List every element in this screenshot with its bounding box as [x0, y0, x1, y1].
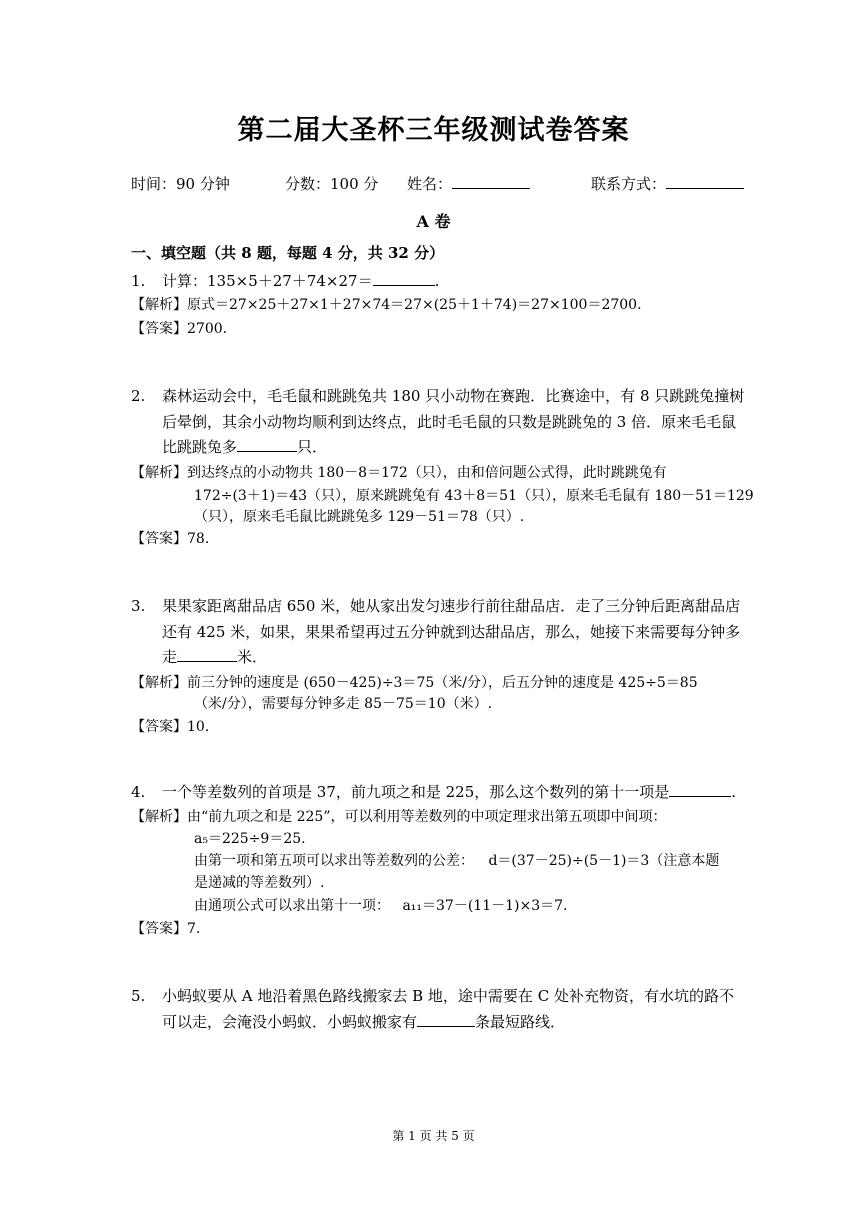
solution-line-4: 是递减的等差数列）.	[194, 875, 325, 891]
question-text: 一个等差数列的首项是 37，前九项之和是 225，那么这个数列的第十一项是	[162, 783, 670, 801]
question-text-line-3: 走 米．	[162, 648, 268, 666]
contact-label: 联系方式：	[591, 175, 667, 193]
page-footer: 第 1 页 共 5 页	[392, 1129, 475, 1143]
answer-text: 78.	[187, 531, 210, 547]
question-number: 4.	[131, 783, 146, 801]
answer-3	[131, 716, 209, 736]
solution-1	[131, 294, 642, 314]
solution-line-2: （米/分），需要每分钟多走 85－75＝10（米）.	[194, 696, 493, 712]
answer-blank	[237, 437, 297, 452]
answer-text: 7.	[187, 921, 201, 937]
section-heading: 一、填空题（共 8 题，每题 4 分，共 32 分）	[131, 244, 445, 262]
answer-tag: 【答案】	[131, 321, 187, 337]
solution-line-3: （只），原来毛毛鼠比跳跳兔多 129－51＝78（只）.	[194, 509, 525, 525]
question-text-line-1: 小蚂蚁要从 A 地沿着黑色路线搬家去 B 地，途中需要在 C 处补充物资，有水坑的路不	[162, 987, 734, 1005]
answer-2	[131, 528, 209, 548]
question-number: 5.	[131, 987, 146, 1005]
solution-line-5: 由通项公式可以求出第十一项： a₁₁＝37－(11－1)×3＝7.	[194, 898, 568, 914]
solution-line-3: 由第一项和第五项可以求出等差数列的公差： d＝(37－25)÷(5－1)＝3（注意本题	[194, 853, 720, 869]
solution-line-2: 172÷(3＋1)＝43（只），原来跳跳兔有 43＋8＝51（只），原来毛毛鼠有 180－51＝129	[194, 488, 754, 504]
question-text-line-2: 后晕倒，其余小动物均顺利到达终点，此时毛毛鼠的只数是跳跳兔的 3 倍．原来毛毛鼠	[162, 413, 737, 431]
solution-line-1: 前三分钟的速度是 (650－425)÷3＝75（米/分），后五分钟的速度是 425÷5＝85	[187, 675, 698, 691]
question-number: 3.	[131, 597, 146, 615]
answer-tag: 【答案】	[131, 719, 187, 735]
contact-field	[591, 173, 744, 194]
page-title: 第二届大圣杯三年级测试卷答案	[237, 115, 630, 146]
answer-blank	[177, 647, 237, 662]
question-text-line-2: 还有 425 米，如果，果果希望再过五分钟就到达甜品店，那么，她接下来需要每分钟多	[162, 623, 741, 641]
name-blank	[452, 174, 530, 189]
question-text-line-1: 果果家距离甜品店 650 米，她从家出发匀速步行前往甜品店．走了三分钟后距离甜品店	[162, 597, 741, 615]
question-5	[131, 985, 734, 1006]
time-info: 时间：90 分钟	[131, 175, 230, 193]
answer-text: 10.	[187, 719, 210, 735]
contact-blank	[666, 174, 744, 189]
question-3	[131, 595, 740, 616]
solution-tag: 【解析】	[131, 465, 187, 481]
question-text-line-3: 比跳跳兔多 只．	[162, 438, 328, 456]
solution-tag: 【解析】	[131, 297, 187, 313]
question-2	[131, 385, 744, 406]
solution-tag: 【解析】	[131, 675, 187, 691]
answer-blank	[417, 1012, 475, 1027]
answer-blank	[373, 271, 435, 286]
solution-line-1: 由“前九项之和是 225”，可以利用等差数列的中项定理求出第五项即中间项：	[187, 809, 667, 825]
name-label: 姓名：	[407, 175, 453, 193]
question-number: 2.	[131, 387, 146, 405]
question-4: 4. 一个等差数列的首项是 37，前九项之和是 225，那么这个数列的第十一项是 .	[131, 783, 737, 801]
solution-line-2: a₅＝225÷9＝25.	[194, 831, 306, 847]
question-1: 1. 计算：135×5＋27＋74×27＝ .	[131, 272, 440, 290]
volume-heading: A 卷	[416, 212, 451, 231]
solution-text: 原式＝27×25＋27×1＋27×74＝27×(25＋1＋74)＝27×100＝2700.	[187, 297, 642, 313]
answer-1	[131, 318, 227, 338]
answer-tag: 【答案】	[131, 531, 187, 547]
answer-4	[131, 918, 200, 938]
solution-2	[131, 462, 667, 482]
solution-tag: 【解析】	[131, 809, 187, 825]
answer-tag: 【答案】	[131, 921, 187, 937]
solution-4	[131, 806, 667, 826]
name-field	[407, 173, 530, 194]
solution-line-1: 到达终点的小动物共 180－8＝172（只），由和倍问题公式得，此时跳跳兔有	[187, 465, 667, 481]
solution-3	[131, 672, 698, 692]
score-info: 分数：100 分	[285, 175, 379, 193]
question-text-line-1: 森林运动会中，毛毛鼠和跳跳兔共 180 只小动物在赛跑．比赛途中，有 8 只跳跳兔撞树	[162, 387, 745, 405]
question-number: 1.	[131, 272, 146, 290]
question-text-line-2: 可以走，会淹没小蚂蚁．小蚂蚁搬家有 条最短路线．	[162, 1013, 566, 1031]
question-text: 计算：135×5＋27＋74×27＝	[162, 272, 373, 290]
answer-blank	[669, 782, 731, 797]
answer-text: 2700.	[187, 321, 228, 337]
